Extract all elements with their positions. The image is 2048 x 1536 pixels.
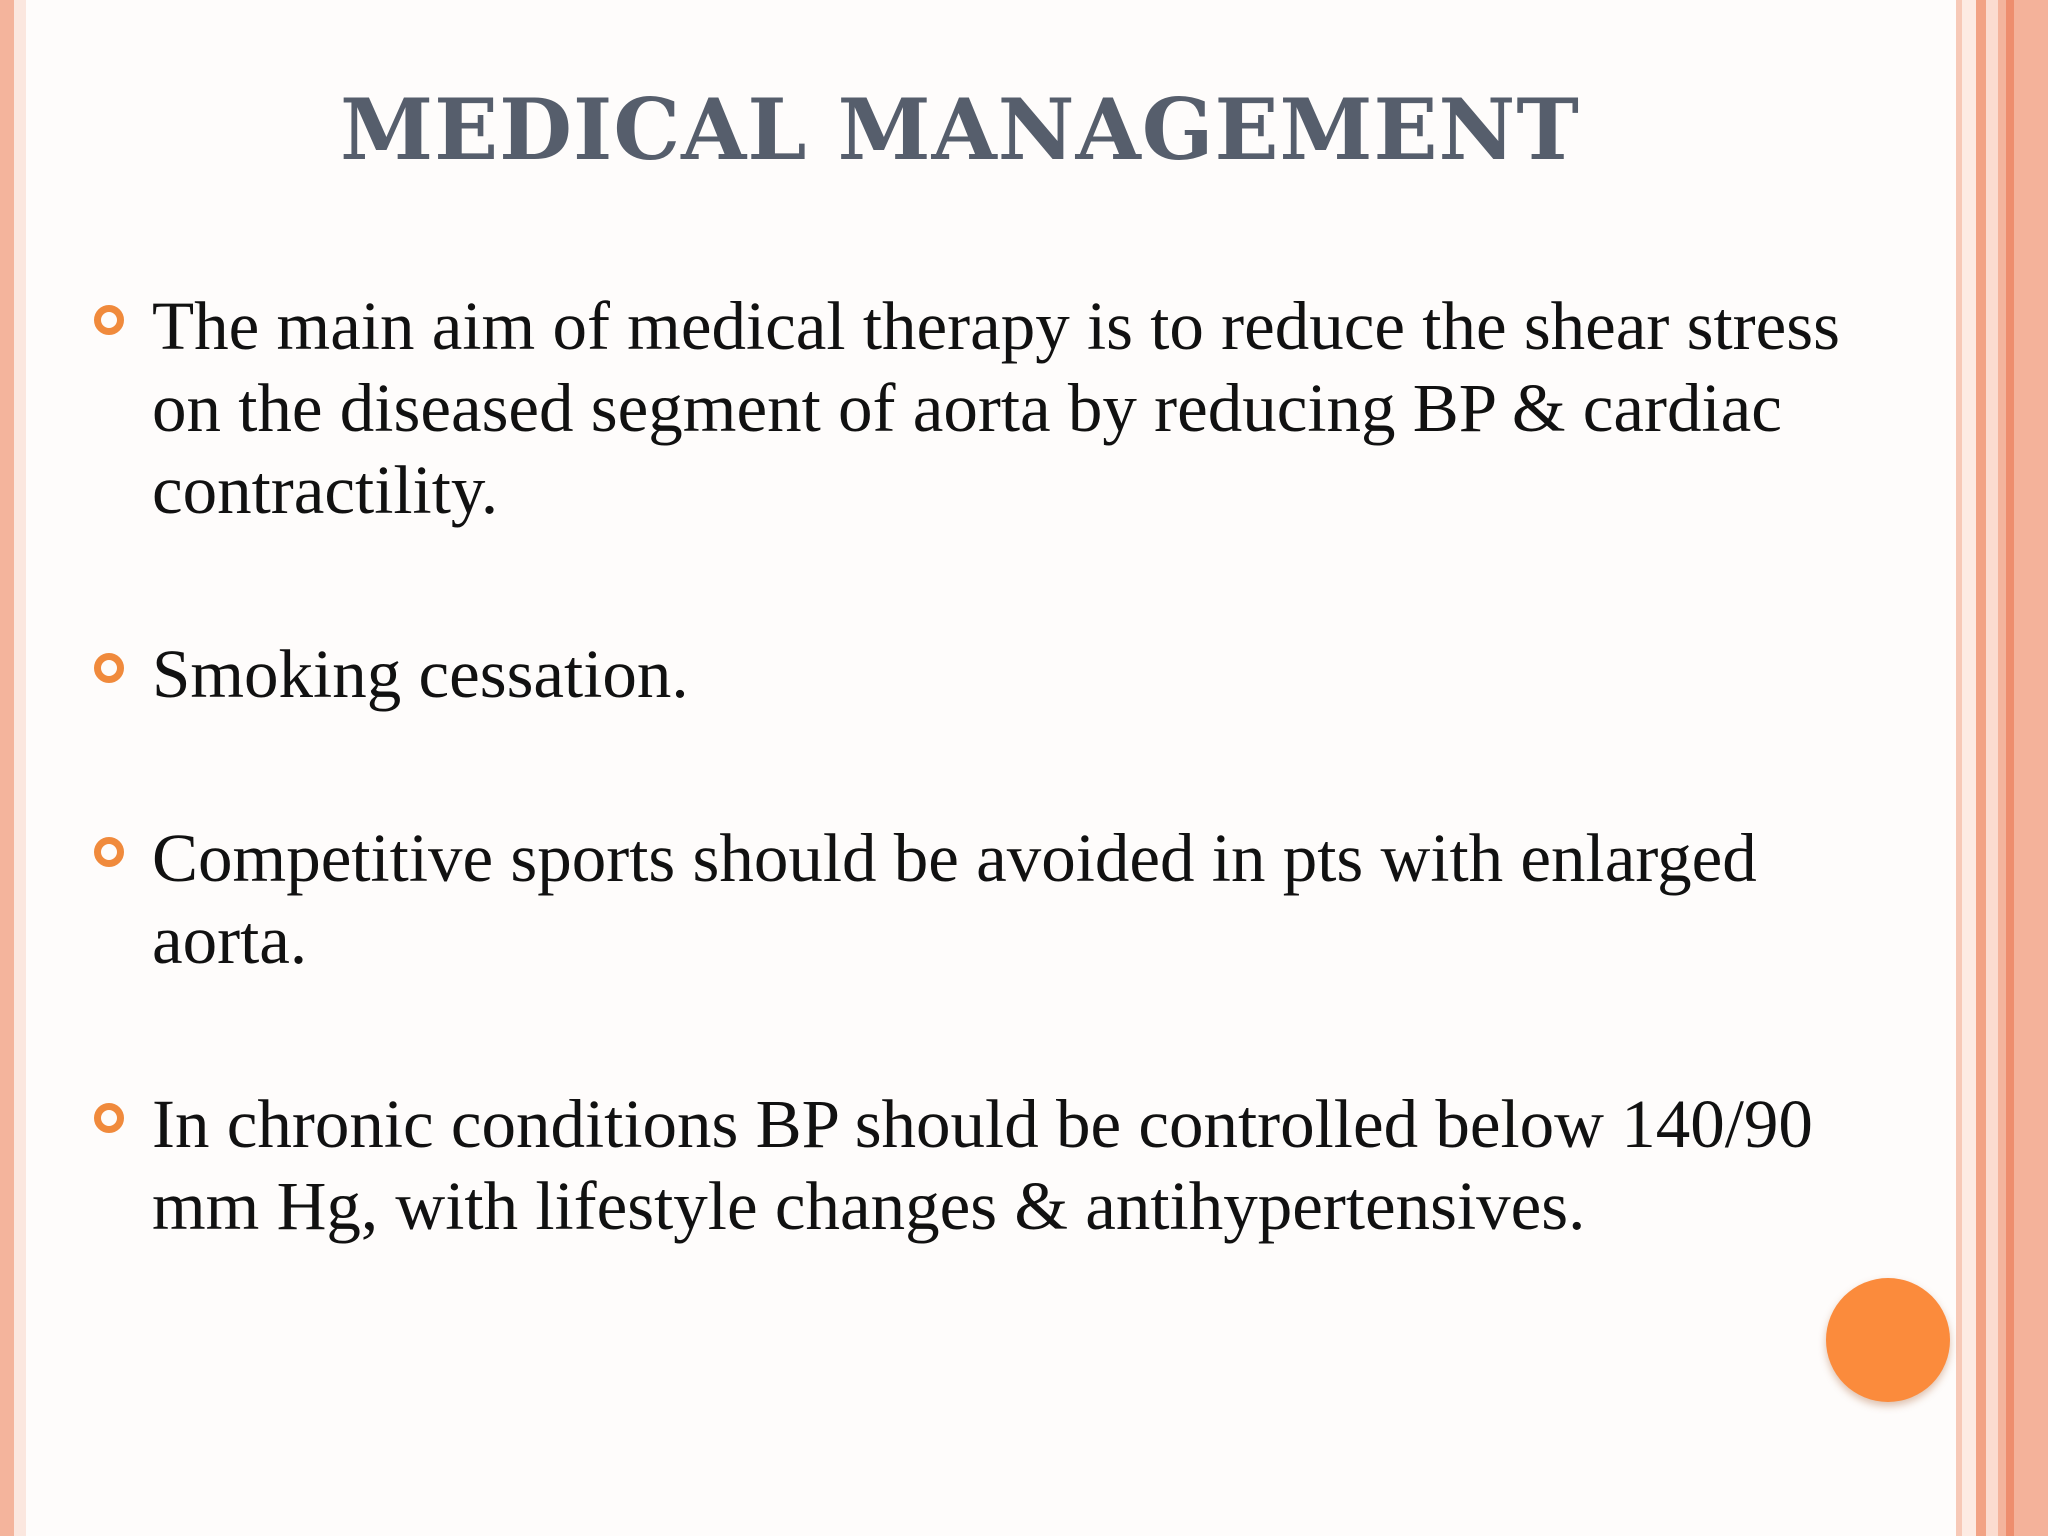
right-decorative-stripes: [1956, 0, 2048, 1536]
left-border: [0, 0, 14, 1536]
stripe: [1976, 0, 1986, 1536]
bullet-text: In chronic conditions BP should be controlled below 140/90 mm Hg, with lifestyle changes & antihypertensives.: [152, 1086, 1813, 1244]
bullet-text: Smoking cessation.: [152, 636, 689, 712]
bullet-item: [90, 817, 1910, 981]
stripe: [2014, 0, 2048, 1536]
ring-bullet-icon: [94, 1103, 124, 1133]
stripe: [2006, 0, 2014, 1536]
decorative-circle: [1826, 1278, 1950, 1402]
bullet-item: [90, 633, 1910, 715]
stripe: [1962, 0, 1976, 1536]
bullet-item: [90, 285, 1910, 531]
ring-bullet-icon: [94, 305, 124, 335]
ring-bullet-icon: [94, 653, 124, 683]
bullet-list: [90, 285, 1910, 1349]
stripe: [1986, 0, 1998, 1536]
slide-title: MEDICAL MANAGEMENT: [340, 80, 1580, 179]
stripe: [1998, 0, 2006, 1536]
bullet-text: Competitive sports should be avoided in pts with enlarged aorta.: [152, 820, 1757, 978]
ring-bullet-icon: [94, 837, 124, 867]
bullet-item: [90, 1083, 1910, 1247]
bullet-text: The main aim of medical therapy is to reduce the shear stress on the diseased segment of aorta by reducing BP & cardiac contractility.: [152, 288, 1840, 528]
left-border-inner: [14, 0, 26, 1536]
